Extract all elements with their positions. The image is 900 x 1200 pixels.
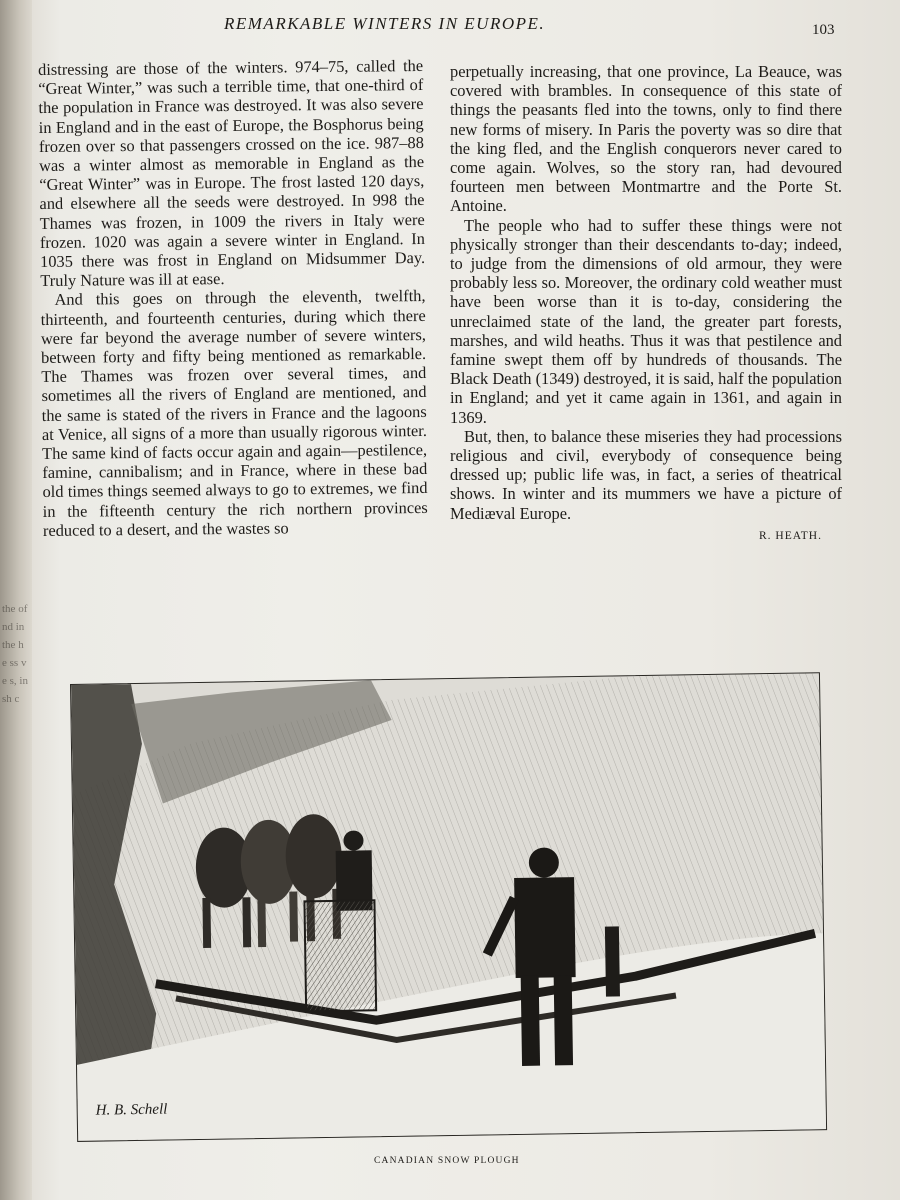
right-paragraph-3: But, then, to balance these miseries they had processions religious and civil, everybody of consequence being dressed up; public life was, in fact, a series of theatrical shows. In winter and its mummers we have a picture of Mediæval Europe. [450,426,842,523]
author-signature: R. HEATH. [759,529,822,542]
right-paragraph-1: perpetually increasing, that one province, La Beauce, was covered with brambles. In consequence of this state of things the peasants fled into the towns, only to find there new forms of misery. In Paris the poverty was so dire that the king fled, and the English conquerors never cared to come again. Wolves, so the story ran, had devoured fourteen men between Montmartre and the Porte St. Antoine. [450,62,842,216]
right-column [450,62,842,546]
left-paragraph-1: distressing are those of the winters. 974–75, called the “Great Winter,” was such a terrible time, that one-third of the population in France was destroyed. It was also severe in England and in the east of Europe, the Bosphorus being frozen over so that passengers crossed on the ice. 987–88 was a winter almost as memorable in England as the “Great Winter” was in Europe. The frost lasted 120 days, and elsewhere all the seeds were destroyed. In 998 the Thames was frozen, in 1009 the rivers in Italy were frozen. 1020 was again a severe winter in England. In 1035 there was frost in England on Midsummer Day. Truly Nature was ill at ease. [38,55,426,291]
right-paragraph-2: The people who had to suffer these things were not physically stronger than their descendants to-day; indeed, to judge from the dimensions of old armour, they were probably less so. Moreover, the ordinary cold weather must have been worse than it is to-day, considering the unreclaimed state of the land, the greater part forests, marshes, and wild heaths. Thus it was that pestilence and famine swept them off by hundreds of thousands. The Black Death (1349) destroyed, it is said, half the population in England; and yet it came again in 1361, and again in 1369. [450,215,842,427]
artist-signature: H. B. Schell [95,1101,168,1119]
book-spine [0,0,32,1200]
left-column [38,56,428,540]
spine-text-fragment: the of nd in the he ss ve s, in sh c [2,603,28,705]
snow-plough-illustration [70,672,827,1142]
illustration-caption: CANADIAN SNOW PLOUGH [374,1156,520,1166]
left-paragraph-2: And this goes on through the eleventh, twelfth, thirteenth, and fourteenth centuries, during which there were far beyond the average number of severe winters, between forty and fifty being mentioned as remarkable. The Thames was frozen over several times, and sometimes all the rivers of England are mentioned, and the same is stated of the rivers in France and the lagoons at Venice, all signs of a more than usually rigorous winter. The same kind of facts occur again and again—pestilence, famine, cannibalism; and in France, where in these bad old times things seemed always to go to extremes, we find in the fifteenth century the rich northern provinces reduced to a desert, and the wastes so [40,286,428,540]
page-number: 103 [812,22,835,38]
running-title: REMARKABLE WINTERS IN EUROPE. [224,14,546,33]
